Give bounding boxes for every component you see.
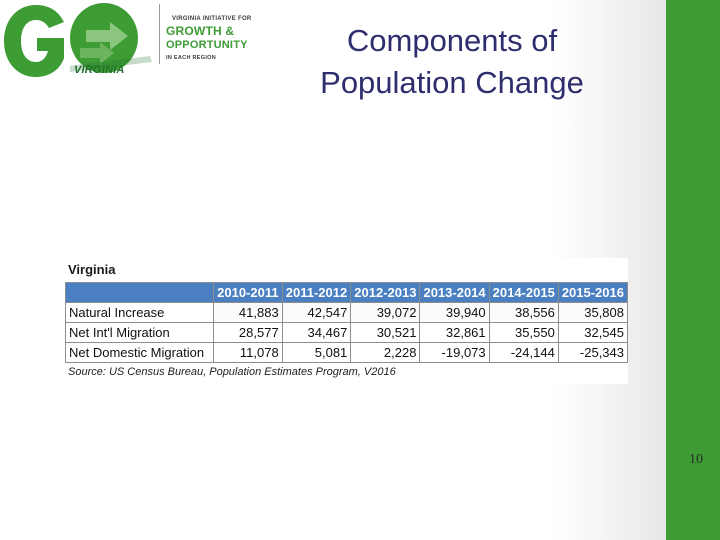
column-header: 2013-2014 <box>420 283 489 303</box>
population-change-table <box>65 282 628 363</box>
table-row <box>66 303 628 323</box>
table-cell: 38,556 <box>489 303 558 323</box>
table-cell: 28,577 <box>214 323 283 343</box>
row-label: Net Int'l Migration <box>66 323 214 343</box>
slide-title <box>300 20 604 104</box>
table-cell: 2,228 <box>351 343 420 363</box>
logo-virginia-text: VIRGINIA <box>74 64 125 76</box>
row-label: Net Domestic Migration <box>66 343 214 363</box>
row-label: Natural Increase <box>66 303 214 323</box>
table-cell: 42,547 <box>282 303 351 323</box>
table-cell: 32,861 <box>420 323 489 343</box>
table-cell: 35,550 <box>489 323 558 343</box>
table-header-row <box>66 283 628 303</box>
logo-divider <box>159 4 160 64</box>
column-header: 2011-2012 <box>282 283 351 303</box>
logo-opportunity-text: OPPORTUNITY <box>166 39 248 51</box>
slide-title-line-2: Population Change <box>320 65 584 100</box>
logo-growth-text: GROWTH & <box>166 24 235 38</box>
logo-tagline-bottom: IN EACH REGION <box>166 55 217 61</box>
table-cell: 39,940 <box>420 303 489 323</box>
column-header: 2012-2013 <box>351 283 420 303</box>
population-table-image <box>60 258 628 384</box>
table-cell: 34,467 <box>282 323 351 343</box>
table-source-note: Source: US Census Bureau, Population Estimates Program, V2016 <box>68 366 396 378</box>
table-cell: 35,808 <box>558 303 627 323</box>
table-cell: -19,073 <box>420 343 489 363</box>
table-cell: 5,081 <box>282 343 351 363</box>
table-cell: 41,883 <box>214 303 283 323</box>
logo-tagline-top: VIRGINIA INITIATIVE FOR <box>172 16 252 22</box>
table-header-blank <box>66 283 214 303</box>
page-number: 10 <box>689 452 703 467</box>
go-virginia-logo <box>0 0 260 82</box>
column-header: 2010-2011 <box>214 283 283 303</box>
table-heading: Virginia <box>68 262 116 277</box>
table-cell: -25,343 <box>558 343 627 363</box>
table-cell: 11,078 <box>214 343 283 363</box>
column-header: 2015-2016 <box>558 283 627 303</box>
table-cell: 32,545 <box>558 323 627 343</box>
table-cell: -24,144 <box>489 343 558 363</box>
table-cell: 39,072 <box>351 303 420 323</box>
page-number-badge <box>676 443 716 481</box>
table-cell: 30,521 <box>351 323 420 343</box>
table-row <box>66 323 628 343</box>
column-header: 2014-2015 <box>489 283 558 303</box>
slide-title-line-1: Components of <box>346 23 558 58</box>
table-row <box>66 343 628 363</box>
